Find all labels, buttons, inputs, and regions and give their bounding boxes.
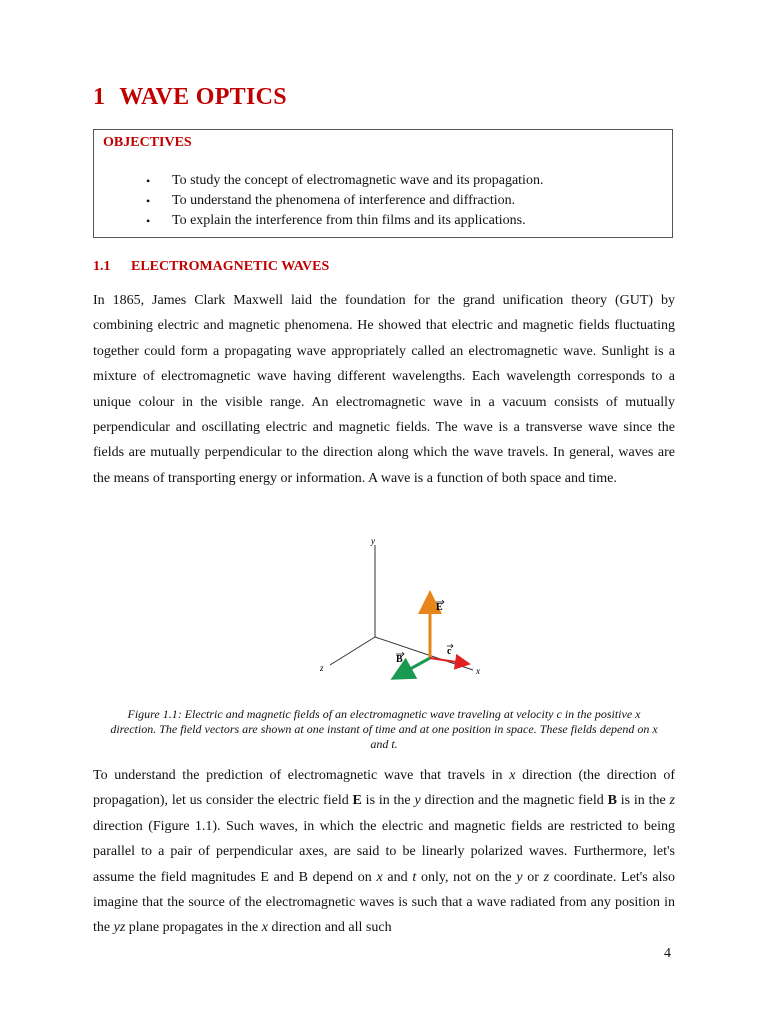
italic-var: z [669,793,675,809]
objective-text: To study the concept of electromagnetic wave and its propagation. [172,173,544,188]
italic-var: x [509,768,516,783]
page-number: 4 [664,946,671,961]
text-run: is in the [361,793,415,809]
italic-var: x [261,920,268,936]
text-run: direction (the direction of propagation), let us consider the electric field [93,768,675,809]
bold-vector: E [352,793,362,809]
objectives-heading: OBJECTIVES [103,135,192,150]
section-number: 1.1 [93,259,111,274]
x-axis [375,637,473,670]
bold-vector: B [607,793,617,809]
em-wave-diagram [300,530,500,690]
objectives-list [146,171,543,231]
italic-var: x [376,869,383,885]
text-run: To understand the prediction of electromagnetic wave that travels in [93,768,510,783]
bullet-icon: • [146,174,151,188]
section-title: ELECTROMAGNETIC WAVES [131,259,330,274]
italic-var: z [543,869,550,885]
z-axis [330,637,375,665]
objective-item [146,171,543,191]
text-run: plane propagates in the [125,920,262,936]
E-label: E [436,602,443,613]
B-label: B [396,654,403,665]
chapter-title [93,84,287,111]
italic-var: yz [113,920,126,936]
objective-item [146,211,543,231]
c-label: c [447,646,452,657]
y-axis-label: y [371,536,375,546]
B-vector [401,658,430,674]
text-run: or [522,869,544,885]
italic-var: y [516,869,523,885]
objective-item [146,191,543,211]
objective-text: To explain the interference from thin films and its applications. [172,213,526,228]
section-heading [93,259,329,275]
bullet-icon: • [146,214,151,228]
chapter-title-text: WAVE OPTICS [119,84,287,110]
em-wave-figure [300,530,500,690]
text-run: direction and the magnetic field [420,793,608,809]
text-run: is in the [616,793,670,809]
text-run: direction (Figure 1.1). Such waves, in which the electric and magnetic fields are restricted to being parallel to a pair of perpendicular axes, are said to be linearly polarized waves. Furthermore, let's assume the field magnitudes E and B depend on [93,818,675,885]
objectives-box [93,129,673,238]
c-vector [430,658,463,663]
text-run: and [382,869,413,885]
italic-var: t [412,869,417,885]
chapter-number: 1 [93,84,106,110]
body-paragraph-2 [93,763,675,941]
text-run: only, not on the [416,869,517,885]
x-axis-label: x [476,666,480,676]
z-axis-label: z [320,663,324,673]
text-run: direction and all such [267,920,392,936]
objective-text: To understand the phenomena of interference and diffraction. [172,193,516,208]
text-run: coordinate. Let's also imagine that the source of the electromagnetic waves is such that a wave radiated from any position in the [93,869,675,936]
bullet-icon: • [146,194,151,208]
body-paragraph-1: In 1865, James Clark Maxwell laid the foundation for the grand unification theory (GUT) by combining electric and magnetic phenomena. He showed that electric and magnetic fields fluctuating together could form a propagating wave appropriately called an electromagnetic wave. Sunlight is a mixture of electromagnetic wave having different wavelengths. Each wavelength corresponds to a unique colour in the visible range. An electromagnetic wave in a vacuum consists of mutually perpendicular and oscillating electric and magnetic fields. The wave is a transverse wave since the fields are mutually perpendicular to the direction along which the wave travels. In general, waves are the means of transporting energy or information. A wave is a function of both space and time. [93,293,675,486]
figure-caption: Figure 1.1: Electric and magnetic fields of an electromagnetic wave traveling at velocity c in the positive x direction. The field vectors are shown at one instant of time and at one position in space. These fields depend on x and t. [110,707,658,751]
italic-var: y [414,793,421,809]
